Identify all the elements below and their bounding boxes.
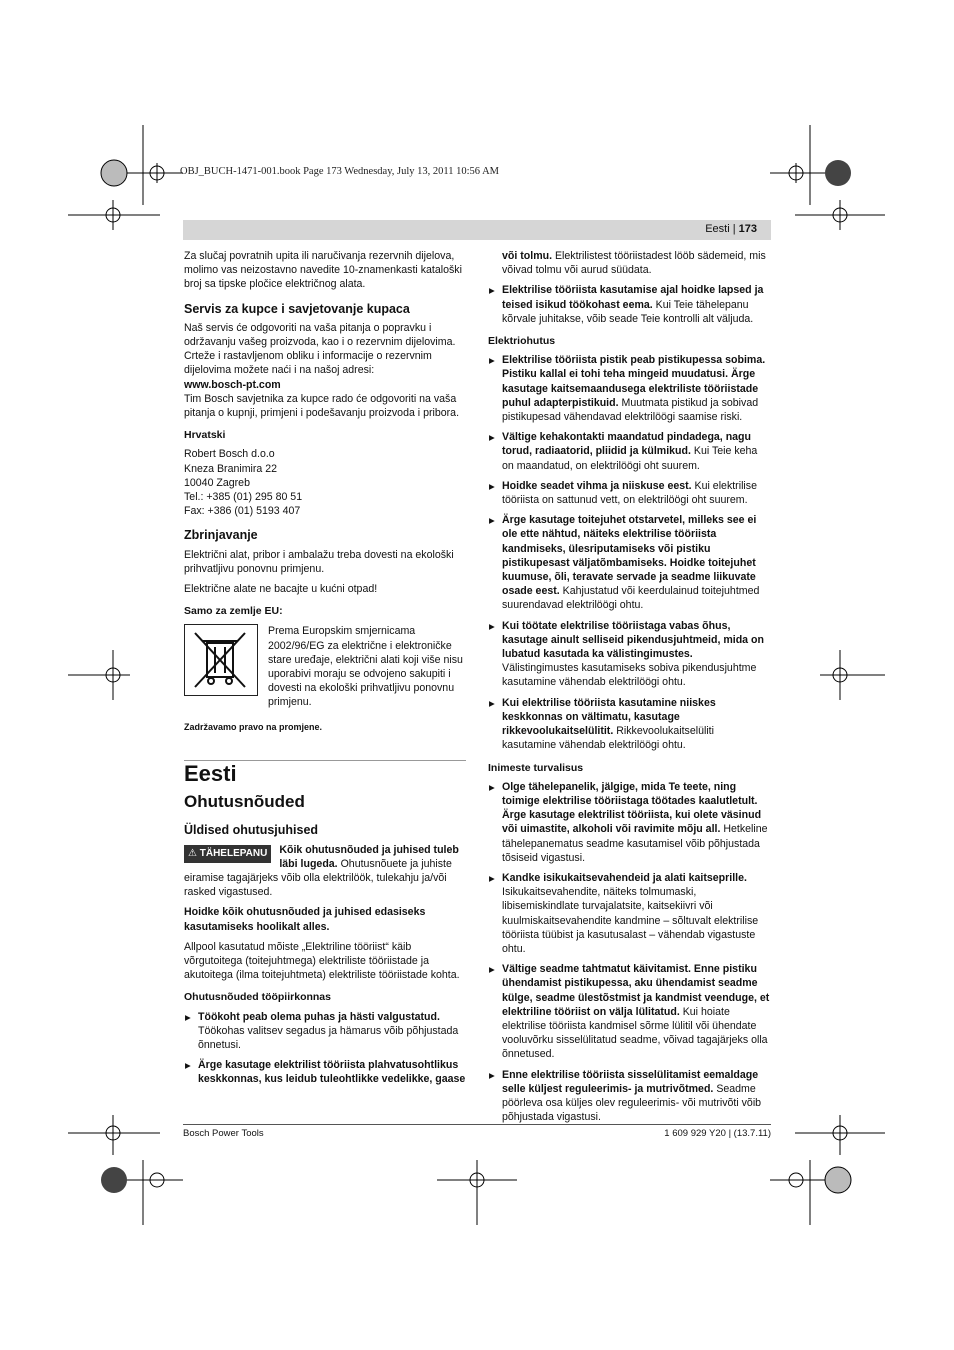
list-item: ▶ Enne elektrilise tööriista sisselülitamist eemaldage selle küljest reguleerimis- ja mutrivõtmed. Seadme pöörleva osa küljes olev reguleerimis- või mutrivõti võib põhjustada vigastusi. [488,1068,771,1125]
url: www.bosch-pt.com [184,378,281,391]
right-column: või tolmu. Elektrilistest tööriistadest lööb sädemeid, mis võivad tolmu või aurud süüdata. ▶ Elektrilise tööriista kasutamise ajal hoidke lapsed ja teised isikud töökohast eema. Kui Teie tähelepanu kõrvale juhitakse, võib seade Teie kontrolli alt väljuda. Elektriohutus ▶ Elektrilise tööriista pistik peab pistikupessa sobima. Pistiku kallal ei tohi teha mingeid muudatusi. Ärge kasutage kaitsemaandusega elektriliste tööriistade puhul adapterpistikuid. Muutmata pistikud ja sobivad pistikupesad vähendavad elektrilöögi saamise riski. ▶ Vältige kehakontakti maandatud pindadega, nagu torud, radiaatorid, pliidid ja külmikud. Kui Teie keha on maandatud, on elektrilöögi oht suurem. ▶ Hoidke seadet vihma ja niiskuse eest. Kui elektrilise tööriista on sattunud vett, on elektrilöögi oht suurem. ▶ Ärge kasutage toitejuhet otstarvetel, milleks see ei ole ette nähtud, näiteks elektrilise tööriista kandmiseks, ülesriputamiseks või pistiku pistikupesast väljatõmbamiseks. Hoidke toitejuhet kuumuse, õli, teravate servade ja seadme liikuvate osade eest. Kahjustatud või keerdulainud toitejuhtmed suurendavad elektrilöögi ohtu. ▶ Kui töötate elektrilise tööriistaga vabas õhus, kasutage ainult selliseid pikendusjuhtmeid, mida on lubatud kasutada ka välistingimustes. Välistingimustes kasutamiseks sobiva pikendusjuhtme kasutamine vähendab elektrilöögi ohtu. ▶ Kui elektrilise tööriista kasutamine niiskes keskkonnas on vältimatu, kasutage rikkevoolukaitselülitit. Rikkevoolukaitselüliti kasutamine vähendab elektrilöögi ohtu. Inimeste turvalisus ▶ Olge tähelepanelik, jälgige, mida Te teete, ning toimige elektrilise tööriistaga töötades kaalutletult. Ärge kasutage elektrilist tööriista, kui olete väsinud või uimastite, alkoholi või ravimite mõju all. Hetkeline tähelepanematus seadme kasutamisel võib põhjustada tõsiseid vigastusi. ▶ Kandke isikukaitsevahendeid ja alati kaitseprille. Isikukaitsevahendite, näiteks tolmumaski, libisemiskindlate turvajalatsite, kaitsekiivri või kuulmiskaitsevahendite kandmine – sõltuvalt elektrilise tööriista tüübist ja kasutusalast – vähendab vigastuste ohtu. ▶ Vältige seadme tahtmatut käivitamist. Enne pistiku ühendamist pistikupessa, aku ühendamist seadme külge, seadme ülestõstmist ja kandmist veenduge, et elektriline tööriist on välja lülitatud. Kui hoiate elektrilise tööriista kandmisel sõrme lülitil või ühendate vooluvõrku sisselülitatud seadme, võivad tagajärjeks olla õnnetused. ▶ Enne elektrilise tööriista sisselülitamist eemaldage selle küljest reguleerimis- ja mutrivõtmed. Seadme pöörleva osa küljes olev reguleerimis- või mutrivõti võib põhjustada vigastusi. [488,249,771,1130]
list-item: ▶ Töökoht peab olema puhas ja hästi valgustatud. Töökohas valitsev segadus ja hämarus võib põhjustada õnnetusi. [184,1010,466,1053]
warning-label: ⚠ TÄHELEPANU [184,845,271,863]
print-header: OBJ_BUCH-1471-001.book Page 173 Wednesday, July 13, 2011 10:56 AM [180,166,500,177]
list-item: ▶ Elektrilise tööriista pistik peab pistikupessa sobima. Pistiku kallal ei tohi teha mingeid muudatusi. Ärge kasutage kaitsemaandusega elektriliste tööriistade puhul adapterpistikuid. Muutmata pistikud ja sobivad pistikupesad vähendavad elektrilöögi saamise riski. [488,353,771,424]
list-item: ▶ Ärge kasutage toitejuhet otstarvetel, milleks see ei ole ette nähtud, näiteks elektrilise tööriista kandmiseks, ülesriputamiseks või pistiku pistikupesast väljatõmbamiseks. Hoidke toitejuhet kuumuse, õli, teravate servade ja seadme liikuvate osade eest. Kahjustatud või keerdulainud toitejuhtmed suurendavad elektrilöögi ohtu. [488,513,771,612]
list-item: ▶ Kui elektrilise tööriista kasutamine niiskes keskkonnas on vältimatu, kasutage rikkevoolukaitselülitit. Rikkevoolukaitselüliti kasutamine vähendab elektrilöögi ohtu. [488,696,771,753]
left-column: Za slučaj povratnih upita ili naručivanja rezervnih dijelova, molimo vas neizostavno navedite 10-znamenkasti kataloški broj sa tipske pločice električnog alata. Servis za kupce i savjetovanje kupaca Naš servis će odgovoriti na vaša pitanja o popravku i održavanju vašeg proizvoda, kao i o rezervnim dijelovima. Crteže i rastavljenom obliku i informacije o rezervnim dijelovima možete naći i na našoj adresi: www.bosch-pt.com Tim Bosch savjetnika za kupce rado će odgovoriti na vaša pitanja o kupnji, primjeni i podešavanju proizvoda i pribora. Hrvatski Robert Bosch d.o.o Kneza Branimira 22 10040 Zagreb Tel.: +385 (01) 295 80 51 Fax: +386 (01) 5193 407 Zbrinjavanje Električni alat, pribor i ambalažu treba dovesti na ekološki prihvatljivu ponovnu primjenu. Električne alate ne bacajte u kućni otpad! Samo za zemlje EU: Prema Europskim smjernicama 2002/96/EG za električne i elektroničke stare uređaje, električni alati koji više nisu uporabivi moraju se odvojeno sakupiti i dovesti na ekološki prihvatljivu ponovnu primjenu. Zadržavamo pravo na promjene. Eesti Ohutusnõuded Üldised ohutusjuhised ⚠ TÄHELEPANU Kõik ohutusnõuded ja juhised tuleb läbi lugeda. Ohutusnõuete ja juhiste eiramise tagajärjeks võib olla elektrilöök, tulekahju ja/või rasked vigastused. Hoidke kõik ohutusnõuded ja juhised edasiseks kasutamiseks hoolikalt alles. Allpool kasutatud mõiste „Elektriline tööriist“ käib võrgutoitega (toitejuhtmega) elektriliste tööriistade ja akutoitega (ilma toitejuhtmeta) elektriliste tööriistade kohta. Ohutusnõuded tööpiirkonnas ▶ Töökoht peab olema puhas ja hästi valgustatud. Töökohas valitsev segadus ja hämarus võib põhjustada õnnetusi. ▶ Ärge kasutage elektrilist tööriista plahvatusohtlikus keskkonnas, kus leidub tuleohtlikke vedelikke, gaase [184,249,466,1093]
list-item: ▶ Elektrilise tööriista kasutamise ajal hoidke lapsed ja teised isikud töökohast eema. Kui Teie tähelepanu kõrvale juhitakse, võib seade Teie kontrolli alt väljuda. [488,283,771,326]
heading-service: Servis za kupce i savjetovanje kupaca [184,301,410,316]
list-item: ▶ Kui töötate elektrilise tööriistaga vabas õhus, kasutage ainult selliseid pikendusjuhtmeid, mida on lubatud kasutada ka välistingimustes. Välistingimustes kasutamiseks sobiva pikendusjuhtme kasutamine vähendab elektrilöögi ohtu. [488,619,771,690]
list-item: ▶ Vältige seadme tahtmatut käivitamist. Enne pistiku ühendamist pistikupessa, aku ühendamist seadme külge, seadme ülestõstmist ja kandmist veenduge, et elektriline tööriist on välja lülitatud. Kui hoiate elektrilise tööriista kandmisel sõrme lülitil või ühendate vooluvõrku sisselülitatud seadme, võivad tagajärjeks olla õnnetused. [488,962,771,1061]
list-item: ▶ Vältige kehakontakti maandatud pindadega, nagu torud, radiaatorid, pliidid ja külmikud. Kui Teie keha on maandatud, on elektrilöögi oht suurem. [488,430,771,473]
heading-eesti: Eesti [184,760,237,786]
page-number: 173 [738,223,757,235]
list-item: ▶ Ärge kasutage elektrilist tööriista plahvatusohtlikus keskkonnas, kus leidub tuleohtlikke vedelikke, gaase [184,1058,466,1086]
heading-safety: Ohutusnõuded [184,792,305,812]
address: Robert Bosch d.o.o Kneza Branimira 22 10040 Zagreb Tel.: +385 (01) 295 80 51 Fax: +386 (01) 5193 407 [184,448,303,518]
list-item: ▶ Olge tähelepanelik, jälgige, mida Te teete, ning toimige elektrilise tööriistaga töötades kaalutletult. Ärge kasutage elektrilist tööriista, kui olete väsinud või uimastite, alkoholi või ravimite mõju all. Hetkeline tähelepanematus seadme kasutamisel võib põhjustada tõsiseid vigastusi. [488,780,771,865]
weee-bin-icon [184,624,258,696]
header-section: Eesti [705,223,730,235]
page-header: Eesti | 173 [183,220,771,240]
list-item: ▶ Hoidke seadet vihma ja niiskuse eest. Kui elektrilise tööriista on sattunud vett, on elektrilöögi oht suurem. [488,479,771,507]
list-item: ▶ Kandke isikukaitsevahendeid ja alati kaitseprille. Isikukaitsevahendite, näiteks tolmumaski, libisemiskindlate turvajalatsite, kaitsekiivri või kuulmiskaitsevahendite kandmine – sõltuvalt elektrilise tööriista tüübist ja kasutusalast – vähendab vigastuste ohtu. [488,871,771,956]
page-footer: Bosch Power Tools 1 609 929 Y20 | (13.7.11) [183,1124,771,1125]
